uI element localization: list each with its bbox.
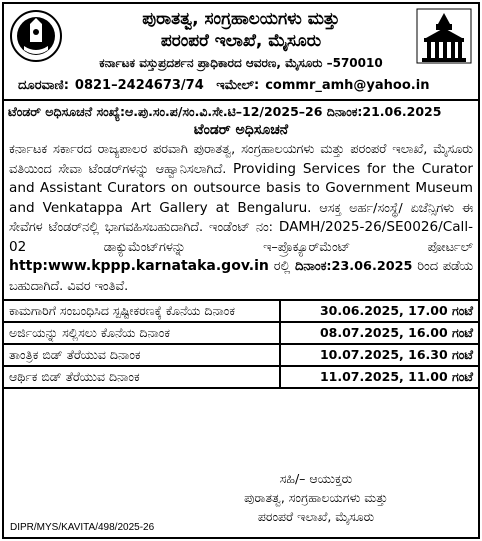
department-name	[74, 8, 408, 52]
schedule-label: ಅರ್ಜಿಯನ್ನು ಸಲ್ಲಿಸಲು ಕೊನೆಯ ದಿನಾಂಕ	[4, 322, 280, 344]
tender-notice	[2, 2, 480, 539]
email-address: commr_amh@yahoo.in	[265, 78, 430, 93]
schedule-value: 08.07.2025, 16.00 ಗಂಟೆ	[280, 322, 478, 344]
schedule-table	[4, 299, 478, 389]
email-label: ಇಮೇಲ್:	[216, 78, 260, 93]
office-address: ಕರ್ನಾಟಕ ವಸ್ತುಪ್ರದರ್ಶನ ಪ್ರಾಧಿಕಾರದ ಆವರಣ, ಮೈಸೂರು –570010	[99, 56, 383, 70]
signature-line2: ಪುರಾತತ್ವ, ಸಂಗ್ರಹಾಲಯಗಳು ಮತ್ತು	[244, 490, 388, 505]
schedule-value: 10.07.2025, 16.30 ಗಂಟೆ	[280, 344, 478, 366]
table-row	[4, 300, 478, 322]
schedule-value: 30.06.2025, 17.00 ಗಂಟೆ	[280, 300, 478, 322]
table-row	[4, 322, 478, 344]
body-services-description: Providing Services for the Curator and Assistant Curators on outsource basis to Government Museum and Venkatappa Art Gallery at Bengaluru.	[9, 160, 473, 216]
signature-line1: ಸಹಿ/– ಆಯುಕ್ತರು	[279, 471, 353, 486]
notice-reference: ಟೆಂಡರ್ ಅಧಿಸೂಚನೆ ಸಂಖ್ಯೆ:ಆ.ಪು.ಸಂ.ಪ/ಸಂ.ವಿ.ಸೇ.ಟಿ–12/2025–26 ದಿನಾಂಕ:21.06.2025	[8, 104, 442, 119]
phone-number: 0821–2424673/74	[74, 78, 204, 93]
portal-url: http:www.kppp.karnataka.gov.in	[9, 258, 269, 274]
table-row	[4, 366, 478, 388]
schedule-label: ಕಾಮಗಾರಿಗೆ ಸಂಬಂಧಿಸಿದ ಸ್ಪಷ್ಟೀಕರಣಕ್ಕೆ ಕೊನೆಯ ದಿನಾಂಕ	[4, 300, 280, 322]
signature-line3: ಪರಂಪರೆ ಇಲಾಖೆ, ಮೈಸೂರು	[257, 509, 375, 524]
department-name-line2: ಪರಂಪರೆ ಇಲಾಖೆ, ಮೈಸೂರು	[160, 31, 322, 51]
phone-label: ದೂರವಾಣಿ:	[18, 78, 69, 93]
notice-body	[4, 140, 478, 296]
body-paragraph-5: ರಲ್ಲಿ	[273, 259, 291, 274]
table-row	[4, 344, 478, 366]
indent-number: DAMH/2025-26/SE0026/Call-02	[9, 219, 473, 255]
notice-title: ಟೆಂಡರ್ ಅಧಿಸೂಚನೆ	[193, 122, 289, 138]
schedule-value: 11.07.2025, 11.00 ಗಂಟೆ	[280, 366, 478, 388]
document-date: ದಿನಾಂಕ:23.06.2025	[295, 259, 413, 274]
schedule-label: ತಾಂತ್ರಿಕ ಬಿಡ್ ತೆರೆಯುವ ದಿನಾಂಕ	[4, 344, 280, 366]
notice-header	[4, 4, 478, 101]
body-paragraph-1: ಕರ್ನಾಟಕ ಸರ್ಕಾರದ ರಾಜ್ಯಪಾಲರ ಪರವಾಗಿ ಪುರಾತತ್ವ, ಸಂಗ್ರಹಾಲಯಗಳು ಮತ್ತು ಪರಂಪರೆ ಇಲಾಖೆ, ಮೈಸೂರು ವತಿಯಿಂದ ಸೇವಾ ಟೆಂಡರ್‌ಗಳನ್ನು ಆಹ್ವಾನಿಸಲಾಗಿದೆ.	[9, 142, 473, 177]
body-paragraph-6: ರಿಂದ ಪಡೆಯ ಬಹುದಾಗಿದೆ. ವಿವರ ಇಂತಿವೆ.	[9, 259, 473, 294]
contact-line	[18, 78, 478, 93]
schedule-label: ಆರ್ಥಿಕ ಬಿಡ್ ತೆರೆಯುವ ದಿನಾಂಕ	[4, 366, 280, 388]
signature-block	[4, 469, 478, 526]
dipr-reference: DIPR/MYS/KAVITA/498/2025-26	[10, 522, 155, 533]
department-name-line1: ಪುರಾತತ್ವ, ಸಂಗ್ರಹಾಲಯಗಳು ಮತ್ತು	[142, 9, 340, 29]
body-paragraph-4: ಡಾಕ್ಯುಮೆಂಟ್‌ಗಳನ್ನು ಇ–ಪ್ರೊಕ್ಯೂರ್‌ಮೆಂಟ್ ಪೋರ್ಟಲ್	[103, 239, 473, 255]
body-paragraph-3: ಆಸಕ್ತ ಅರ್ಹ/ಸಂಸ್ಥೆ/ ಏಜೆನ್ಸಿಗಳು ಈ ಸೇವೆಗಳ ಟೆಂಡರ್‌ನಲ್ಲಿ ಭಾಗವಹಿಸಬಹುದಾಗಿದೆ. ಇಂಡೆಂಟ್ ನಂ:	[9, 200, 473, 235]
